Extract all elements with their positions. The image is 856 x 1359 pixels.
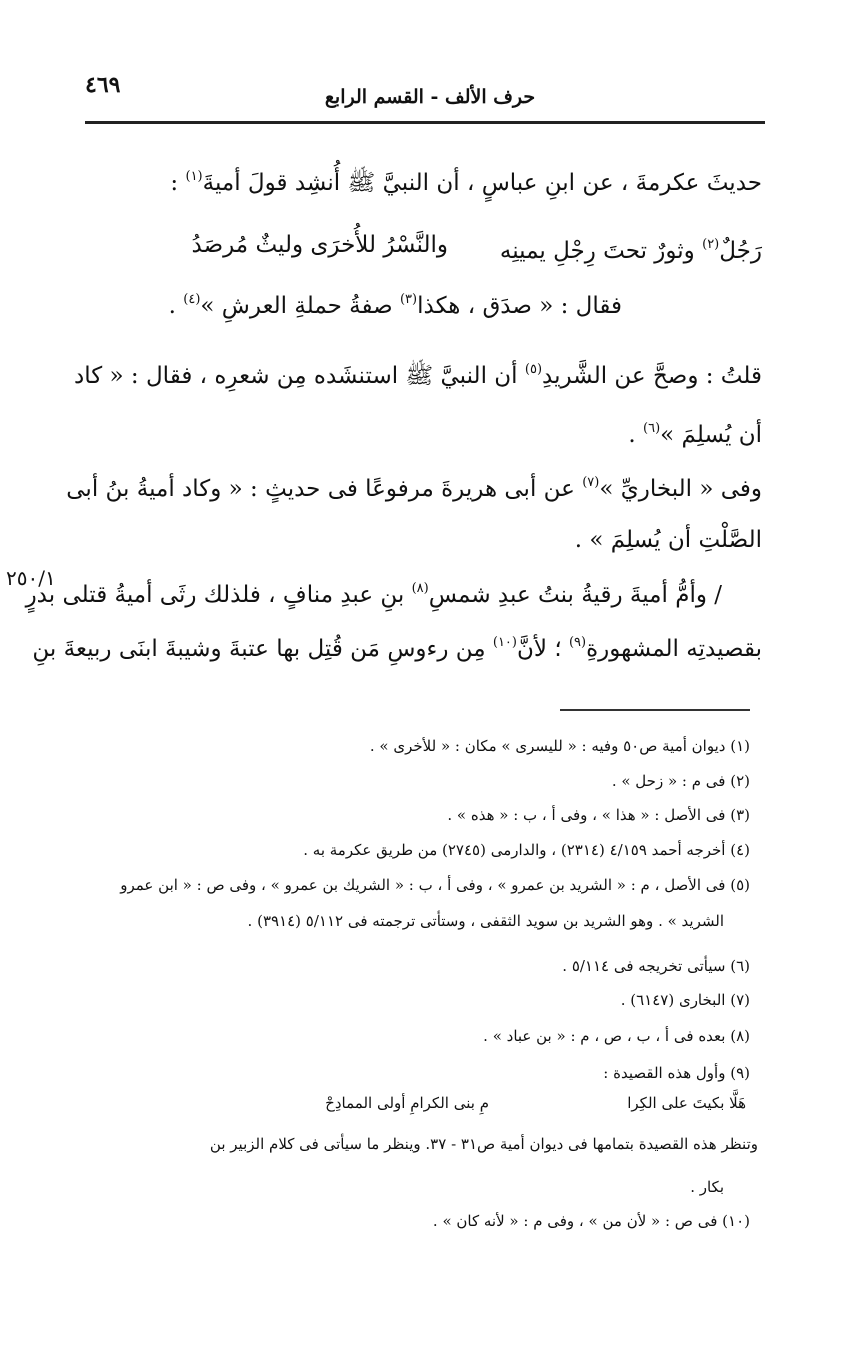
- footnote-rule: [560, 709, 750, 711]
- footnote-continuation: وتنظر هذه القصيدة بتمامها فى ديوان أمية ص٣١ - ٣٧. وينظر ما سيأتى فى كلام الزبير بن: [209, 1135, 758, 1153]
- footnote: (٥) فى الأصل ، م : « الشريد بن عمرو » ، وفى أ ، ب : « الشريك بن عمرو » ، وفى ص : « ابن عمرو: [120, 876, 750, 894]
- footnote: (٨) بعده فى أ ، ب ، ص ، م : « بن عباد » .: [483, 1027, 750, 1045]
- margin-reference: ٢٥٠/١: [6, 566, 56, 590]
- text-line: الصَّلْتِ أن يُسلِمَ » .: [574, 527, 762, 553]
- footnote-continuation: الشريد » . وهو الشريد بن سويد الثقفى ، وستأتى ترجمته فى ٥/١١٢ (٣٩١٤) .: [247, 912, 724, 930]
- footnote: (١٠) فى ص : « لأن من » ، وفى م : « لأنه كان » .: [432, 1212, 750, 1230]
- header-rule: [85, 121, 765, 124]
- text-line: قلتُ : وصحَّ عن الشَّريدِ$^{(٥)}$ أن النبيَّ ﷺ استنشَده مِن شعرِه ، فقال : « كاد: [74, 362, 762, 389]
- footnote: (٦) سيأتى تخريجه فى ٥/١١٤ .: [562, 957, 750, 975]
- footnote: (٢) فى م : « زحل » .: [611, 772, 750, 790]
- footnote-verse-first-hemistich: هَلَّا بكيتَ على الكِرا: [627, 1094, 746, 1112]
- footnote: (١) ديوان أمية ص٥٠ وفيه : « لليسرى » مكان : « للأخرى » .: [369, 737, 750, 755]
- text-line: حديثَ عكرمةَ ، عن ابنِ عباسٍ ، أن النبيَّ ﷺ أُنشِد قولَ أميةَ$^{(١)}$ :: [170, 169, 762, 196]
- footnote: (٣) فى الأصل : « هذا » ، وفى أ ، ب : « هذه » .: [447, 806, 750, 824]
- footnote: (٩) وأول هذه القصيدة :: [603, 1064, 750, 1082]
- text-line: بقصيدتِه المشهورةِ$^{(٩)}$ ؛ لأنَّ$^{(١٠)}$ مِن رءوسِ مَن قُتِل بها عتبةَ وشيبةَ ابنَى ربيعةَ بنِ: [32, 635, 762, 662]
- footnote: (٤) أخرجه أحمد ٤/١٥٩ (٢٣١٤) ، والدارمى (٢٧٤٥) من طريق عكرمة به .: [303, 841, 750, 859]
- verse-first-hemistich: رَجُلٌ$^{(٢)}$ وثورٌ تحتَ رِجْلِ يمينِه: [499, 237, 762, 264]
- text-line: / وأمُّ أميةَ رقيةُ بنتُ عبدِ شمسِ$^{(٨)}$ بنِ عبدِ منافٍ ، فلذلك رثَى أميةُ قتلى بدرٍ: [25, 581, 722, 608]
- footnote-verse-second-hemistich: مِ بنى الكرامِ أولى الممادِحْ: [325, 1094, 489, 1112]
- text-line: أن يُسلِمَ »$^{(٦)}$ .: [628, 421, 762, 448]
- verse-second-hemistich: والنَّسْرُ للأُخرَى وليثٌ مُرصَدُ: [191, 232, 448, 258]
- footnote: (٧) البخارى (٦١٤٧) .: [620, 991, 750, 1009]
- footnote-continuation: بكار .: [690, 1178, 724, 1196]
- text-line: وفى « البخاريِّ »$^{(٧)}$ عن أبى هريرةَ مرفوعًا فى حديثٍ : « وكاد أميةُ بنُ أبى: [66, 475, 762, 502]
- running-head: حرف الألف - القسم الرابع: [324, 86, 536, 108]
- page-number: ٤٦٩: [85, 72, 121, 98]
- text-line: فقال : « صدَق ، هكذا$^{(٣)}$ صفةُ حملةِ العرشِ »$^{(٤)}$ .: [168, 292, 622, 319]
